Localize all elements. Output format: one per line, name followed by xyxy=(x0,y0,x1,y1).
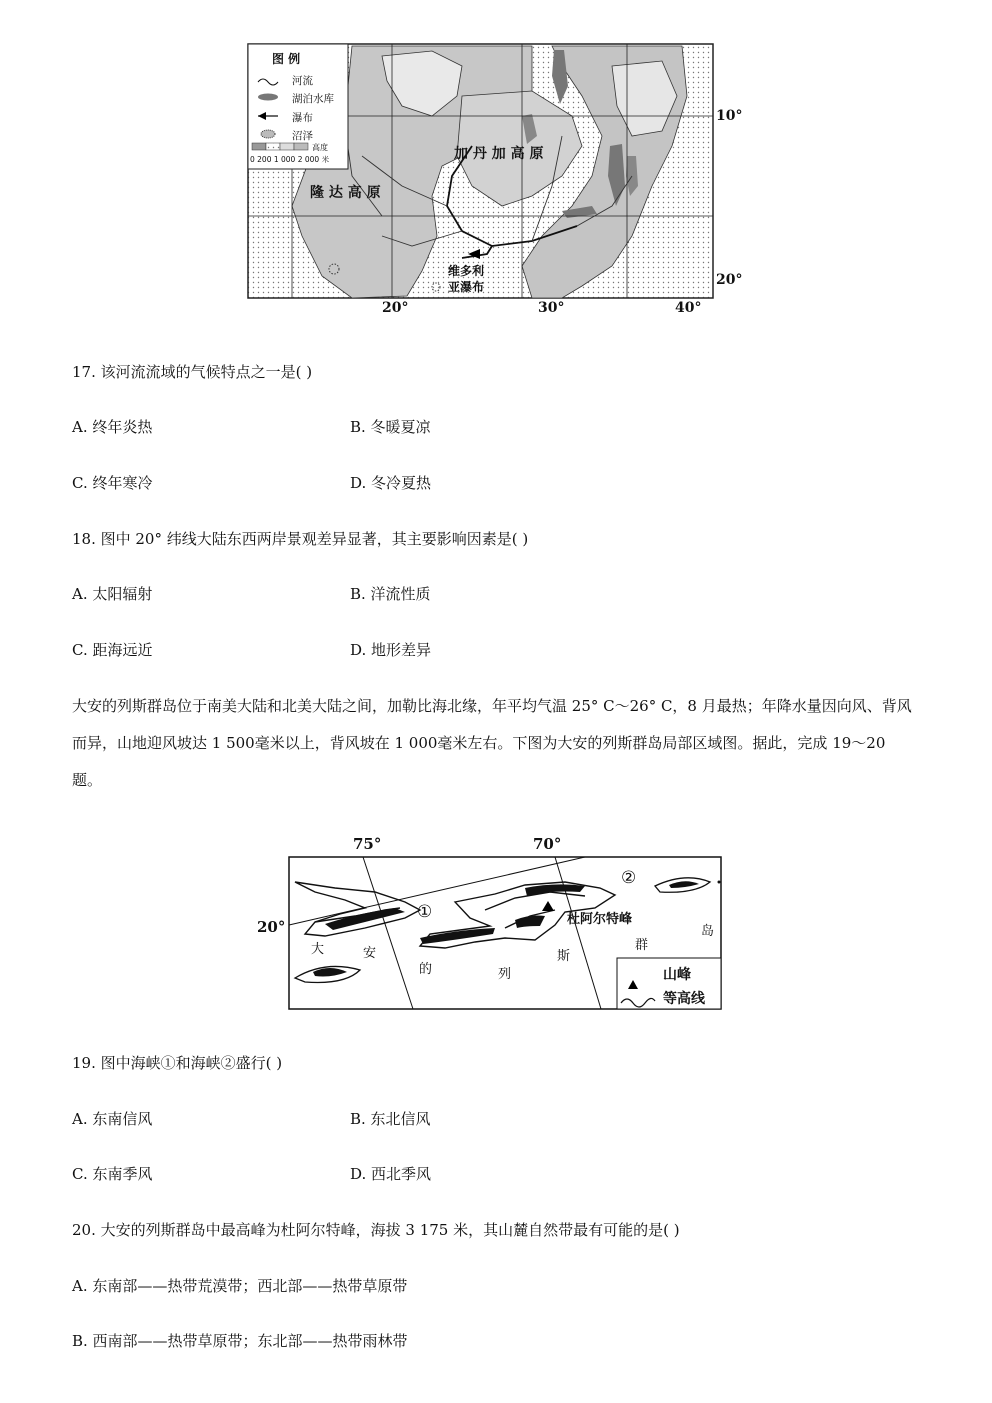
legend-swamp: 沼泽 xyxy=(292,130,313,142)
legend-waterfall: 瀑布 xyxy=(292,112,313,124)
legend-title: 图 例 xyxy=(272,52,301,66)
q18-option-b[interactable]: B. 洋流性质 xyxy=(350,585,431,603)
map-greater-antilles xyxy=(255,830,735,1015)
legend-lake: 湖泊水库 xyxy=(292,93,334,105)
lat-20: 20° xyxy=(716,272,743,288)
label-lunda-plateau: 隆 达 高 原 xyxy=(310,185,381,201)
q17-stem: 17. 该河流流域的气候特点之一是( ) xyxy=(72,363,313,381)
q19-stem: 19. 图中海峡①和海峡②盛行( ) xyxy=(72,1054,283,1072)
q20-option-a[interactable]: A. 东南部——热带荒漠带；西北部——热带草原带 xyxy=(72,1277,408,1295)
map2-lat-20: 20° xyxy=(257,918,286,936)
map2-char: 岛 xyxy=(701,924,715,939)
lat-10: 10° xyxy=(716,108,743,124)
q18-stem: 18. 图中 20° 纬线大陆东西两岸景观差异显著，其主要影响因素是( ) xyxy=(72,530,529,548)
q19-option-d[interactable]: D. 西北季风 xyxy=(350,1165,432,1183)
legend-elevation-scale: 0 200 1 000 2 000 米 xyxy=(250,155,330,164)
map-africa xyxy=(232,36,752,326)
lon-40: 40° xyxy=(675,300,702,316)
map2-char: 群 xyxy=(635,938,649,953)
q19-option-b[interactable]: B. 东北信风 xyxy=(350,1110,431,1128)
q20-stem: 20. 大安的列斯群岛中最高峰为杜阿尔特峰，海拔 3 175 米，其山麓自然带最有可能的是( ) xyxy=(72,1221,680,1239)
q18-option-c[interactable]: C. 距海远近 xyxy=(72,641,153,659)
map2-char: 斯 xyxy=(557,949,571,964)
map2-lon-70: 70° xyxy=(533,835,562,853)
legend-river: 河流 xyxy=(292,75,313,87)
strait-1-marker: ① xyxy=(417,902,433,922)
map2-legend-contour: 等高线 xyxy=(663,991,705,1007)
q18-option-a[interactable]: A. 太阳辐射 xyxy=(72,585,153,603)
map2-char: 大 xyxy=(311,942,325,957)
map2-legend-peak: 山峰 xyxy=(663,967,691,983)
q17-option-b[interactable]: B. 冬暖夏凉 xyxy=(350,418,431,436)
peak-label: 杜阿尔特峰 xyxy=(567,912,633,927)
q17-option-d[interactable]: D. 冬冷夏热 xyxy=(350,474,432,492)
lon-30: 30° xyxy=(538,300,565,316)
map2-lon-75: 75° xyxy=(353,835,382,853)
lon-20: 20° xyxy=(382,300,409,316)
q17-option-a[interactable]: A. 终年炎热 xyxy=(72,418,153,436)
q17-option-c[interactable]: C. 终年寒冷 xyxy=(72,474,153,492)
q20-option-b[interactable]: B. 西南部——热带草原带；东北部——热带雨林带 xyxy=(72,1332,408,1350)
map2-char: 的 xyxy=(419,962,433,977)
q19-option-a[interactable]: A. 东南信风 xyxy=(72,1110,153,1128)
label-katanga-plateau: 加 丹 加 高 原 xyxy=(454,146,544,162)
q18-option-d[interactable]: D. 地形差异 xyxy=(350,641,432,659)
label-victoria-falls-2: 亚瀑布 xyxy=(448,280,485,294)
strait-2-marker: ② xyxy=(621,868,637,888)
map2-char: 列 xyxy=(498,967,512,982)
q19-option-c[interactable]: C. 东南季风 xyxy=(72,1165,153,1183)
map2-char: 安 xyxy=(363,946,377,961)
label-victoria-falls-1: 维多利 xyxy=(448,264,485,278)
passage-text: 大安的列斯群岛位于南美大陆和北美大陆之间，加勒比海北缘，年平均气温 25° C～26° C，8 月最热；年降水量因向风、背风而异，山地迎风坡达 1 500毫米以上，背风坡在 1 000毫米左右。下图为大安的列斯群岛局部区域图。据此，完成 19～20 题。 xyxy=(72,697,912,789)
legend-elevation: 高度 xyxy=(312,143,328,152)
